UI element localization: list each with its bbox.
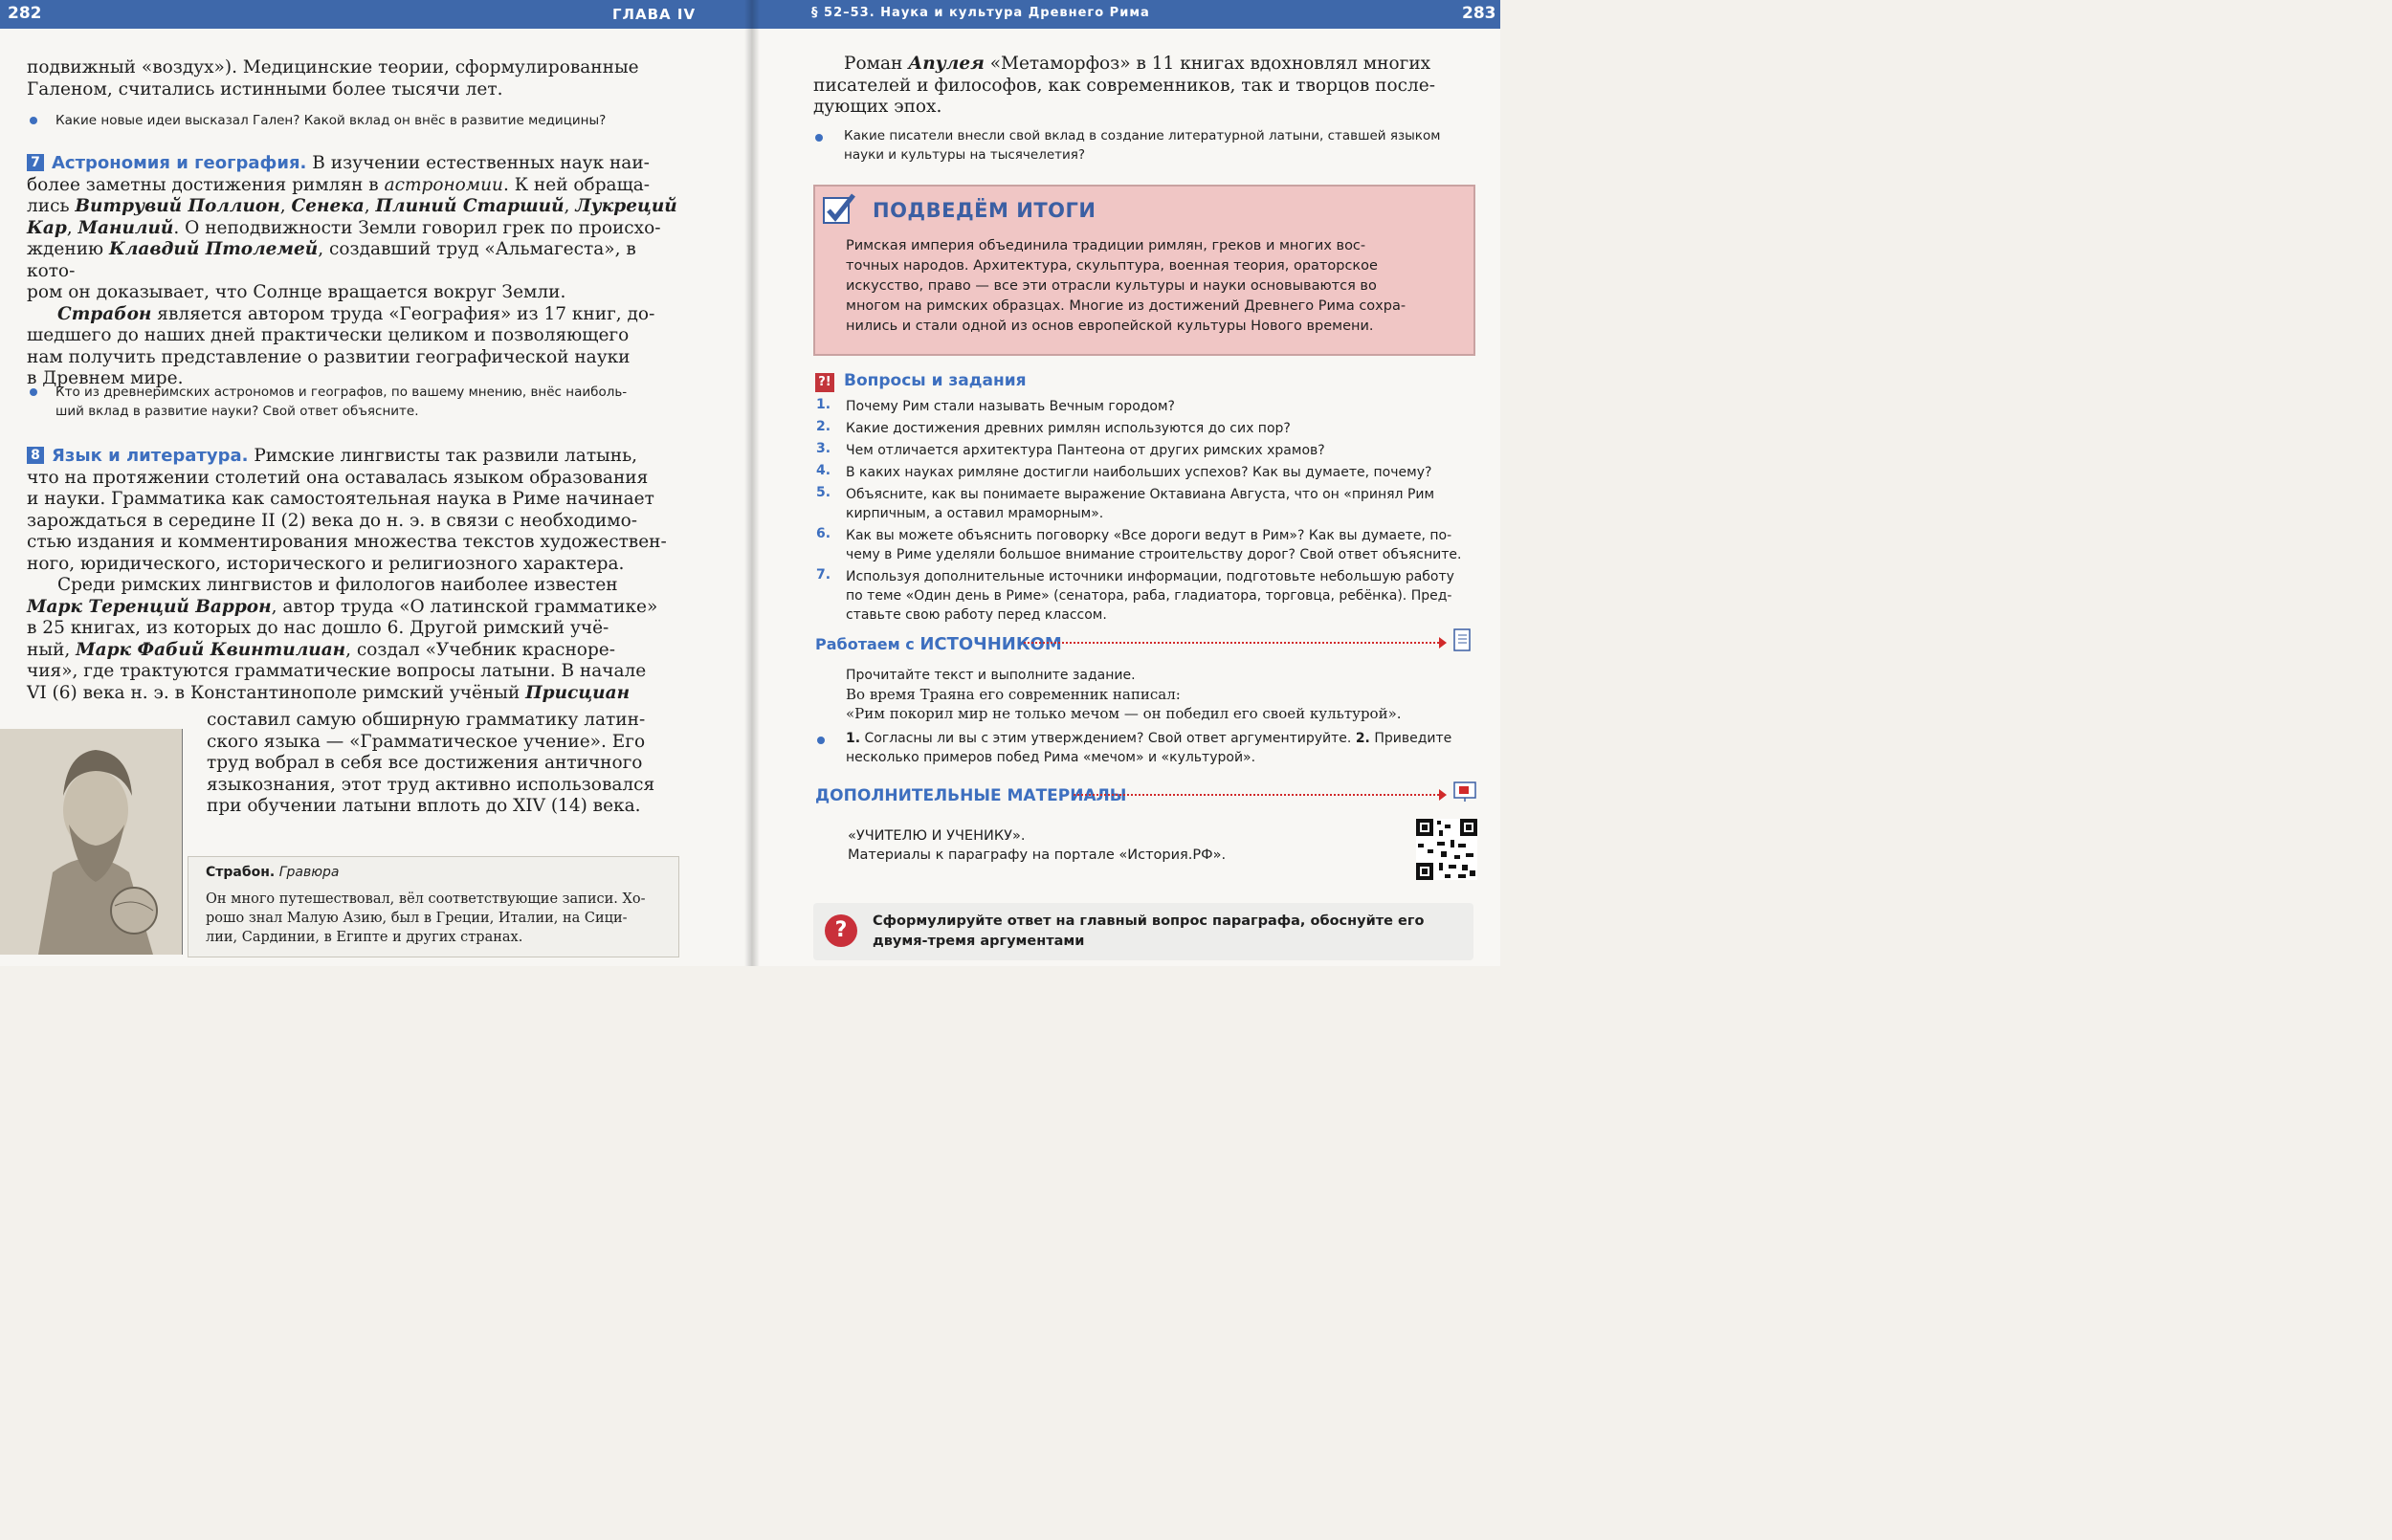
text-line: в Древнем мире.: [27, 368, 184, 388]
text-line: ром он доказывает, что Солнце вращается вокруг Земли.: [27, 282, 566, 302]
question-number: 7.: [816, 567, 831, 583]
bullet-icon: [30, 117, 37, 124]
person-name: Сенека: [291, 196, 365, 216]
text-line: писателей и философов, как современников, так и творцов после-: [813, 75, 1435, 96]
source-task: [846, 729, 1477, 767]
text-line: лии, Сардинии, в Египте и других странах.: [206, 930, 523, 945]
person-name: Клавдий Птолемей: [109, 239, 319, 259]
person-name: Манилий: [78, 217, 174, 238]
intro-line: подвижный «воздух»). Медицинские теории, сформулированные: [27, 57, 639, 77]
extra-text: [848, 826, 1384, 865]
question-number: 4.: [816, 463, 831, 478]
person-name: Кар: [27, 217, 67, 238]
page-number-left: 282: [8, 4, 42, 23]
text-line: Римская империя объединила традиции римлян, греков и многих вос-: [846, 238, 1366, 253]
question-item: [846, 441, 1477, 460]
person-name: Апулея: [908, 54, 985, 74]
caption-text: [206, 890, 675, 947]
text-line: Как вы можете объяснить поговорку «Все дороги ведут в Рим»? Как вы думаете, по-: [846, 528, 1452, 543]
page-number-right: 283: [1462, 4, 1496, 23]
question-number: 5.: [816, 485, 831, 500]
text-line: что на протяжении столетий она оставалась языком образования: [27, 467, 649, 488]
text-span: Приведите: [1369, 731, 1452, 746]
source-quote: [846, 685, 1477, 723]
arrow-icon: [1439, 789, 1447, 801]
text-line: науки и культуры на тысячелетия?: [844, 147, 1086, 163]
task-number: 1.: [846, 731, 861, 746]
text-line: шедшего до наших дней практически целиком и позволяющего: [27, 325, 630, 345]
text-line: Какие достижения древних римлян используются до сих пор?: [846, 421, 1291, 436]
text-span: , создал «Учебник красноре-: [345, 639, 615, 660]
text-line: В каких науках римляне достигли наибольших успехов? Как вы думаете, почему?: [846, 465, 1432, 480]
chapter-title: ГЛАВА IV: [612, 6, 697, 23]
dotted-line: [1024, 642, 1439, 644]
question-astronomers: [55, 383, 706, 421]
text-line: кирпичным, а оставил мраморным».: [846, 506, 1104, 521]
question-galen: Какие новые идеи высказал Гален? Какой вклад он внёс в развитие медицины?: [55, 113, 607, 128]
text-span: ,: [364, 196, 376, 216]
intro-paragraph: [27, 57, 687, 100]
text-line: Используя дополнительные источники информации, подготовьте небольшую работу: [846, 569, 1454, 584]
text-line: Среди римских лингвистов и филологов наиболее известен: [57, 575, 618, 595]
person-name: Марк Фабий Квинтилиан: [76, 639, 346, 660]
text-line: ского языка — «Грамматическое учение». Его: [207, 731, 646, 752]
left-page: [0, 0, 752, 966]
section-7: [27, 153, 687, 390]
bullet-icon: [815, 134, 823, 142]
right-header: [752, 0, 1500, 29]
text-span: . О неподвижности Земли говорил грек по происхо-: [173, 217, 661, 238]
bullet-icon: [817, 737, 825, 744]
text-span: VI (6) века н. э. в Константинополе римский учёный: [27, 682, 526, 703]
bullet-icon: [30, 388, 37, 396]
person-name: Лукреций: [575, 196, 677, 216]
question-item: [846, 419, 1477, 438]
text-line: Почему Рим стали называть Вечным городом?: [846, 399, 1175, 414]
arrow-icon: [1439, 637, 1447, 649]
extra-title: ДОПОЛНИТЕЛЬНЫЕ МАТЕРИАЛЫ: [815, 786, 1127, 805]
text-line: Объясните, как вы понимаете выражение Октавиана Августа, что он «принял Рим: [846, 487, 1435, 502]
question-item: [846, 526, 1477, 564]
text-span: Работаем с: [815, 635, 920, 653]
text-line: Кто из древнеримских астрономов и географов, по вашему мнению, внёс наиболь-: [55, 385, 628, 400]
text-line: рошо знал Малую Азию, был в Греции, Италии, на Сици-: [206, 911, 628, 926]
text-span: ,: [279, 196, 292, 216]
text-line: искусство, право — все эти отрасли культуры и науки основываются во: [846, 278, 1377, 294]
text-line: зарождаться в середине II (2) века до н. э. в связи с необходимо-: [27, 510, 637, 531]
document-icon: [1452, 627, 1473, 652]
text-line: Во время Траяна его современник написал:: [846, 686, 1181, 703]
person-name: Присциан: [525, 682, 631, 703]
text-span: Согласны ли вы с этим утверждением? Свой ответ аргументируйте.: [860, 731, 1356, 746]
text-span: ,: [66, 217, 78, 238]
question-icon: ?: [825, 914, 857, 947]
person-name: Марк Теренций Варрон: [27, 596, 272, 617]
text-span: ждению: [27, 239, 110, 259]
task-number: 2.: [1355, 731, 1370, 746]
text-span: , автор труда «О латинской грамматике»: [271, 596, 658, 617]
question-item: [846, 397, 1477, 416]
left-header: [0, 0, 752, 29]
section-number: 7: [27, 154, 44, 171]
summary-text: [846, 236, 1458, 337]
source-instruction: Прочитайте текст и выполните задание.: [846, 668, 1136, 683]
text-line: чему в Риме уделяли большое внимание строительству дорог? Свой ответ объясните.: [846, 547, 1462, 562]
term: астрономии: [384, 174, 503, 195]
text-line: нились и стали одной из основ европейской культуры Нового времени.: [846, 319, 1374, 334]
questions-title: Вопросы и задания: [844, 371, 1027, 390]
section-title: Астрономия и география.: [52, 153, 307, 173]
text-line: составил самую обширную грамматику латин-: [207, 710, 646, 730]
question-number: 1.: [816, 397, 831, 412]
text-line: двумя-тремя аргументами: [873, 934, 1085, 949]
text-line: чия», где трактуются грамматические вопросы латыни. В начале: [27, 661, 647, 681]
caption-subtitle: Гравюра: [278, 865, 340, 880]
text-span: «Метаморфоз» в 11 книгах вдохновлял многих: [984, 54, 1431, 74]
person-name: Страбон: [57, 303, 152, 324]
text-line: нам получить представление о развитии географической науки: [27, 346, 631, 367]
text-line: в 25 книгах, из которых до нас дошло 6. Другой римский учё-: [27, 618, 609, 638]
question-mark-icon: ?!: [815, 373, 834, 392]
question-item: [846, 567, 1477, 625]
book-spine: [744, 0, 760, 966]
text-line: при обучении латыни вплоть до XIV (14) века.: [207, 796, 641, 816]
qr-code-icon[interactable]: [1416, 819, 1477, 880]
text-line: Материалы к параграфу на портале «История.РФ».: [848, 847, 1227, 863]
text-line: и науки. Грамматика как самостоятельная наука в Риме начинает: [27, 489, 654, 509]
question-item: [846, 485, 1477, 523]
apuleius-paragraph: [813, 54, 1473, 119]
section-title: Язык и литература.: [52, 446, 249, 466]
text-line: «УЧИТЕЛЮ И УЧЕНИКУ».: [848, 828, 1026, 844]
question-number: 3.: [816, 441, 831, 456]
question-latin: [844, 126, 1485, 165]
text-span: более заметны достижения римлян в: [27, 174, 385, 195]
question-number: 6.: [816, 526, 831, 541]
text-span: ,: [564, 196, 576, 216]
section-number: 8: [27, 447, 44, 464]
text-span: Роман: [844, 54, 909, 74]
text-line: языкознания, этот труд активно использовался: [207, 774, 655, 795]
question-number: 2.: [816, 419, 831, 434]
caption-heading: [206, 865, 339, 880]
wrap-paragraph: [207, 710, 685, 818]
source-title: [815, 634, 1062, 654]
screen-icon: [1452, 781, 1477, 803]
text-line: Чем отличается архитектура Пантеона от других римских храмов?: [846, 443, 1325, 458]
text-line: ставьте свою работу перед классом.: [846, 607, 1107, 623]
text-line: труд вобрал в себя все достижения античного: [207, 753, 643, 773]
engraving-icon: [0, 729, 182, 955]
text-span: . К ней обраща-: [502, 174, 651, 195]
text-line: несколько примеров побед Рима «мечом» и «культурой».: [846, 750, 1256, 765]
text-line: ного, юридического, исторического и религиозного характера.: [27, 553, 625, 574]
caption-title: Страбон.: [206, 865, 276, 880]
final-question-text: [873, 912, 1466, 952]
text-span: лись: [27, 196, 76, 216]
text-span: ный,: [27, 639, 77, 660]
text-line: Сформулируйте ответ на главный вопрос параграфа, обоснуйте его: [873, 913, 1425, 929]
text-span: , создавший труд «Альмагеста», в кото-: [27, 239, 636, 281]
text-span: В изучении естественных наук наи-: [312, 153, 650, 173]
text-line: «Рим покорил мир не только мечом — он победил его своей культурой».: [846, 705, 1402, 722]
text-line: Он много путешествовал, вёл соответствующие записи. Хо-: [206, 891, 646, 907]
text-line: Какие писатели внесли свой вклад в создание литературной латыни, ставшей языком: [844, 128, 1441, 143]
text-line: дующих эпох.: [813, 97, 942, 117]
image-caption: [188, 856, 679, 957]
text-span: ИСТОЧНИКОМ: [919, 634, 1062, 654]
strabo-engraving: [0, 729, 183, 955]
person-name: Витрувий Поллион: [75, 196, 280, 216]
text-span: является автором труда «География» из 17 книг, до-: [151, 303, 655, 324]
running-head: § 52–53. Наука и культура Древнего Рима: [811, 6, 1150, 20]
dotted-line: [1074, 794, 1439, 796]
summary-title: ПОДВЕДЁМ ИТОГИ: [873, 199, 1096, 222]
text-line: по теме «Один день в Риме» (сенатора, раба, гладиатора, торговца, ребёнка). Пред-: [846, 588, 1452, 604]
text-line: ший вклад в развитие науки? Свой ответ объясните.: [55, 404, 419, 419]
checkmark-icon: [823, 193, 857, 226]
text-line: многом на римских образцах. Многие из достижений Древнего Рима сохра-: [846, 298, 1406, 314]
text-span: Римские лингвисты так развили латынь,: [254, 446, 638, 466]
person-name: Плиний Старший: [375, 196, 565, 216]
section-8: [27, 446, 687, 704]
text-line: стью издания и комментирования множества текстов художествен-: [27, 532, 667, 552]
question-item: [846, 463, 1477, 482]
intro-line: Галеном, считались истинными более тысячи лет.: [27, 78, 503, 99]
text-line: точных народов. Архитектура, скульптура, военная теория, ораторское: [846, 258, 1378, 274]
